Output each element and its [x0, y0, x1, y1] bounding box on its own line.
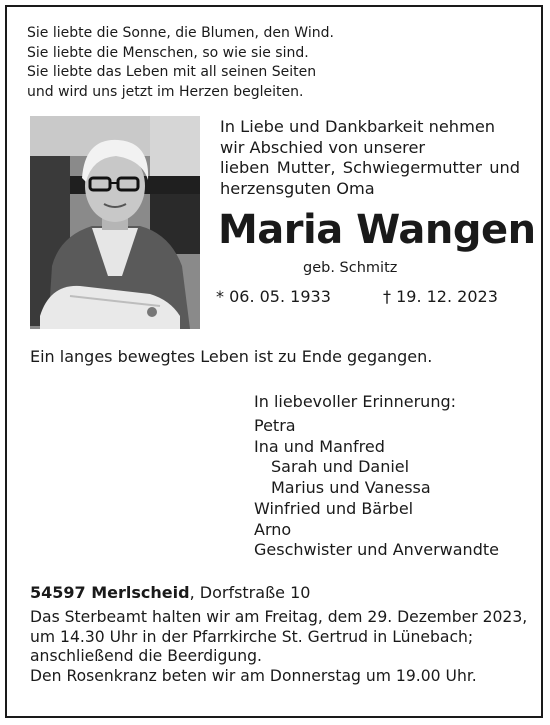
mourner: Sarah und Daniel — [271, 457, 410, 477]
notice-line: um 14.30 Uhr in der Pfarrkirche St. Gertrud in Lünebach; — [30, 627, 474, 646]
maiden-name: geb. Schmitz — [303, 260, 398, 276]
notice-line: Den Rosenkranz beten wir am Donnerstag um 19.00 Uhr. — [30, 666, 477, 685]
portrait-photo — [30, 116, 200, 329]
mourners-list — [254, 416, 499, 561]
mourner: Geschwister und Anverwandte — [254, 540, 499, 560]
mourner: Marius und Vanessa — [271, 478, 431, 498]
death-date: † 19. 12. 2023 — [383, 287, 498, 306]
poem-line: Sie liebte das Leben mit all seinen Seiten — [27, 64, 317, 80]
mourner: Ina und Manfred — [254, 436, 385, 456]
mourner: Winfried und Bärbel — [254, 498, 414, 518]
notice-line: Das Sterbeamt halten wir am Freitag, dem 29. Dezember 2023, — [30, 608, 528, 626]
birth-date: * 06. 05. 1933 — [216, 287, 331, 306]
poem-line: Sie liebte die Menschen, so wie sie sind. — [27, 44, 309, 61]
intro-line: wir Abschied von unserer — [220, 137, 426, 157]
address — [30, 583, 310, 602]
intro-line: In Liebe und Dankbarkeit nehmen — [220, 117, 496, 136]
poem-line: und wird uns jetzt im Herzen begleiten. — [27, 83, 304, 100]
life-statement: Ein langes bewegtes Leben ist zu Ende gegangen. — [30, 347, 433, 366]
mourner: Petra — [254, 416, 296, 435]
notice-line: anschließend die Beerdigung. — [30, 647, 262, 666]
intro-line: lieben Mutter, Schwiegermutter und — [220, 158, 520, 177]
mourners-title: In liebevoller Erinnerung: — [254, 392, 456, 411]
address-street: , Dorfstraße 10 — [189, 583, 311, 602]
service-notice — [30, 608, 528, 686]
mourner: Arno — [254, 519, 292, 539]
poem-line: Sie liebte die Sonne, die Blumen, den Wind. — [27, 25, 334, 41]
poem — [27, 24, 334, 102]
intro-text — [220, 117, 520, 199]
deceased-name: Maria Wangen — [218, 207, 536, 253]
address-city: 54597 Merlscheid — [30, 583, 190, 602]
intro-line: herzensguten Oma — [220, 178, 375, 198]
